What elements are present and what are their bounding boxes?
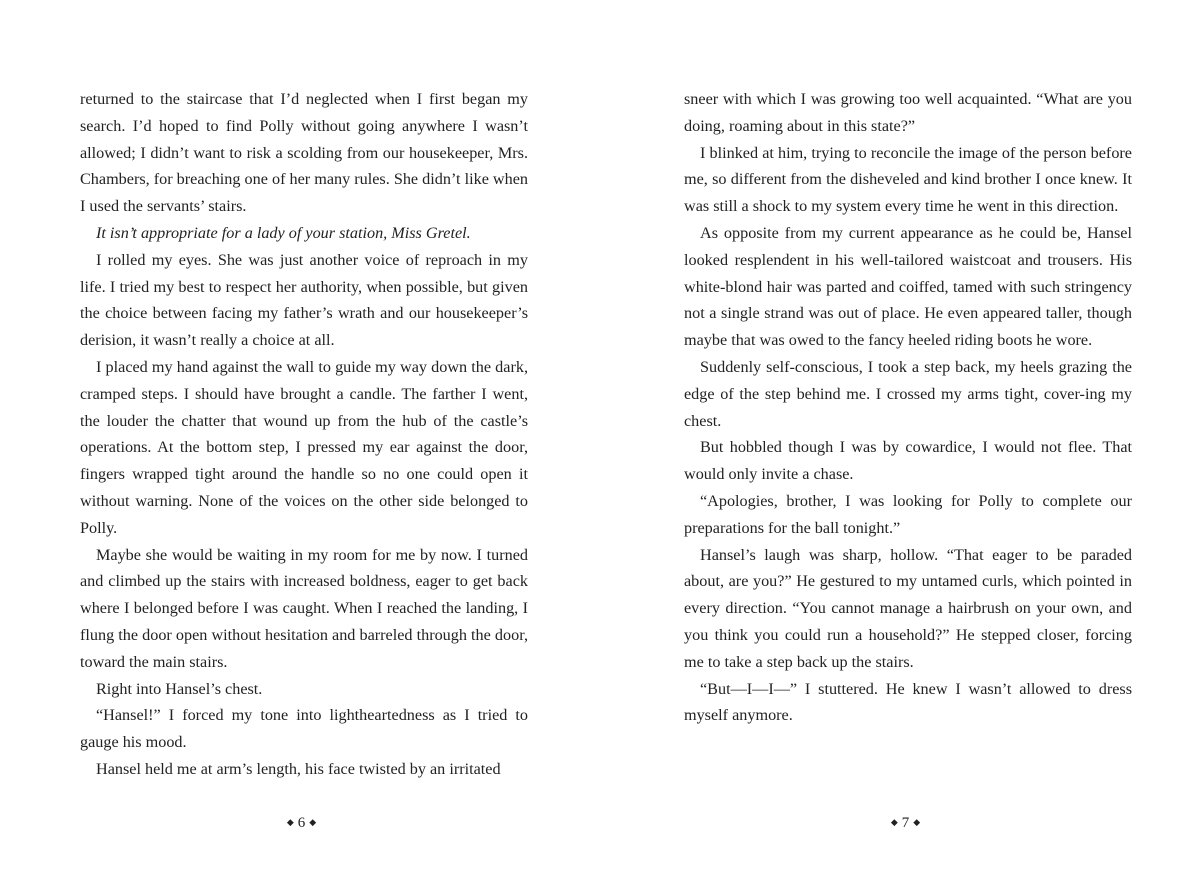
- paragraph: Hansel’s laugh was sharp, hollow. “That eager to be paraded about, are you?” He gestured to my untamed curls, which pointed in every direction. “You cannot manage a hairbrush on your own, and you think you could run a household?” He stepped closer, forcing me to take a step back up the stairs.: [684, 545, 1132, 671]
- left-page: [80, 86, 528, 783]
- paragraph: “Apologies, brother, I was looking for Polly to complete our preparations for the ball tonight.”: [684, 491, 1132, 537]
- paragraph-italic: It isn’t appropriate for a lady of your station, Miss Gretel.: [96, 223, 471, 242]
- diamond-ornament-icon: ◆: [286, 817, 295, 827]
- right-page: [684, 86, 1132, 729]
- diamond-ornament-icon: ◆: [913, 817, 922, 827]
- paragraph: Right into Hansel’s chest.: [96, 679, 263, 698]
- paragraph: As opposite from my current appearance as he could be, Hansel looked resplendent in his well-tailored waistcoat and trousers. His white-blond hair was parted and coiffed, tamed with such stringency not a single strand was out of place. He even appeared taller, though maybe that was owed to the fancy heeled riding boots he wore.: [684, 223, 1132, 350]
- page-number-text: 7: [901, 815, 911, 831]
- paragraph: “Hansel!” I forced my tone into lightheartedness as I tried to gauge his mood.: [80, 706, 528, 752]
- paragraph: I placed my hand against the wall to guide my way down the dark, cramped steps. I should have brought a candle. The farther I went, the louder the chatter that wound up from the hub of the castle’s operations. At the bottom step, I pressed my ear against the door, fingers wrapped tight around the handle so no one could open it without warning. None of the voices on the other side belonged to Polly.: [80, 357, 528, 537]
- page-number-text: 6: [297, 815, 307, 831]
- left-page-number: [272, 815, 332, 832]
- paragraph: “But—I—I—” I stuttered. He knew I wasn’t allowed to dress myself anymore.: [684, 679, 1132, 725]
- diamond-ornament-icon: ◆: [309, 817, 318, 827]
- paragraph: I blinked at him, trying to reconcile the image of the person before me, so different from the disheveled and kind brother I once knew. It was still a shock to my system every time he went in this direction.: [684, 143, 1132, 216]
- paragraph: Suddenly self-conscious, I took a step back, my heels grazing the edge of the step behind me. I crossed my arms tight, cover-ing my chest.: [684, 357, 1132, 430]
- diamond-ornament-icon: ◆: [890, 817, 899, 827]
- paragraph: Maybe she would be waiting in my room for me by now. I turned and climbed up the stairs with increased boldness, eager to get back where I belonged before I was caught. When I reached the landing, I flung the door open without hesitation and barreled through the door, toward the main stairs.: [80, 545, 528, 671]
- right-page-number: [876, 815, 936, 832]
- paragraph: Hansel held me at arm’s length, his face twisted by an irritated: [96, 759, 501, 778]
- paragraph: I rolled my eyes. She was just another voice of reproach in my life. I tried my best to respect her authority, when possible, but given the choice between facing my father’s wrath and our housekeeper’s derision, it wasn’t really a choice at all.: [80, 250, 528, 350]
- paragraph: returned to the staircase that I’d neglected when I first began my search. I’d hoped to find Polly without going anywhere I wasn’t allowed; I didn’t want to risk a scolding from our housekeeper, Mrs. Chambers, for breaching one of her many rules. She didn’t like when I used the servants’ stairs.: [80, 90, 528, 216]
- paragraph: But hobbled though I was by cowardice, I would not flee. That would only invite a chase.: [684, 438, 1132, 484]
- paragraph: sneer with which I was growing too well acquainted. “What are you doing, roaming about in this state?”: [684, 90, 1132, 135]
